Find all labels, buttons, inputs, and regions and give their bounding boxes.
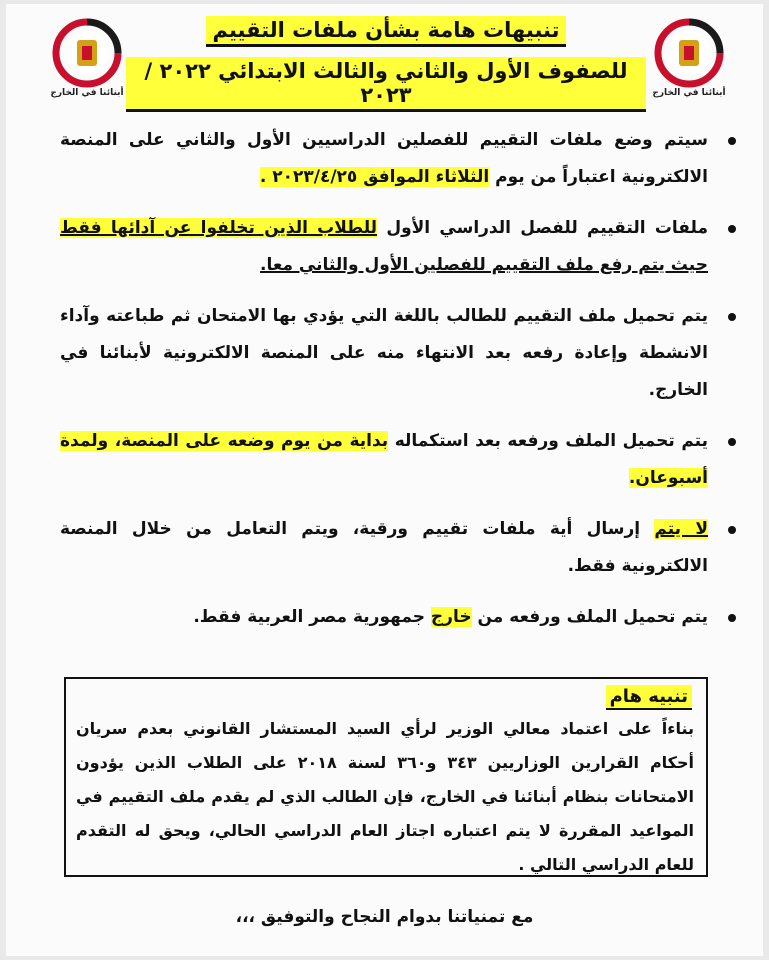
logo-caption: أبنائنا في الخارج (652, 88, 726, 98)
document-header (126, 12, 646, 112)
bullet-dot-icon (728, 225, 736, 233)
ministry-logo-left (46, 18, 128, 96)
title-line-2: للصفوف الأول والثاني والثالث الابتدائي ٢٠٢٢ / ٢٠٢٣ (126, 57, 646, 112)
bullet-item: سيتم وضع ملفات التقييم للفصلين الدراسيين الأول والثاني على المنصة الالكترونية اعتباراً من يوم الثلاثاء الموافق ٢٠٢٣/٤/٢٥ . (60, 122, 718, 196)
bullet-item: لا يتم إرسال أية ملفات تقييم ورقية، ويتم التعامل من خلال المنصة الالكترونية فقط. (60, 511, 718, 585)
notice-body: بناءاً على اعتماد معالي الوزير لرأي السيد المستشار القانوني بعدم سريان أحكام القرارين الوزاريين ٣٤٣ و٣٦٠ لسنة ٢٠١٨ على الطلاب الذين يؤدون الامتحانات بنظام أبنائنا في الخارج، فإن الطالب الذي لم يقدم ملف التقييم في المواعيد المقررة لا يتم اعتباره اجتاز العام الدراسي الحالي، ويحق له التقدم للعام الدراسي التالي . (76, 719, 694, 874)
ministry-logo-right (648, 18, 730, 96)
document-page (6, 4, 763, 956)
bullet-item: ملفات التقييم للفصل الدراسي الأول للطلاب الذين تخلفوا عن آدائها فقط حيث يتم رفع ملف التقييم للفصلين الأول والثاني معا. (60, 210, 718, 284)
title-line-1: تنبيهات هامة بشأن ملفات التقييم (206, 16, 565, 47)
closing-line: مع تمنياتنا بدوام النجاح والتوفيق ،،، (235, 907, 534, 927)
important-notice-box (64, 677, 708, 877)
bullet-dot-icon (728, 137, 736, 145)
bullet-dot-icon (728, 614, 736, 622)
bullet-item: يتم تحميل الملف ورفعه بعد استكماله بداية من يوم وضعه على المنصة، ولمدة أسبوعان. (60, 423, 718, 497)
bullet-dot-icon (728, 526, 736, 534)
bullet-dot-icon (728, 313, 736, 321)
bullet-item: يتم تحميل ملف التقييم للطالب باللغة التي يؤدي بها الامتحان ثم طباعته وآداء الانشطة وإعادة رفعه بعد الانتهاء منه على المنصة الالكترونية لأبنائنا في الخارج. (60, 298, 718, 409)
notice-title: تنبيه هام (606, 685, 692, 710)
notice-bullet-list (60, 122, 718, 650)
bullet-dot-icon (728, 438, 736, 446)
bullet-item: يتم تحميل الملف ورفعه من خارج جمهورية مصر العربية فقط. (60, 599, 718, 636)
logo-caption: أبنائنا في الخارج (50, 88, 124, 98)
